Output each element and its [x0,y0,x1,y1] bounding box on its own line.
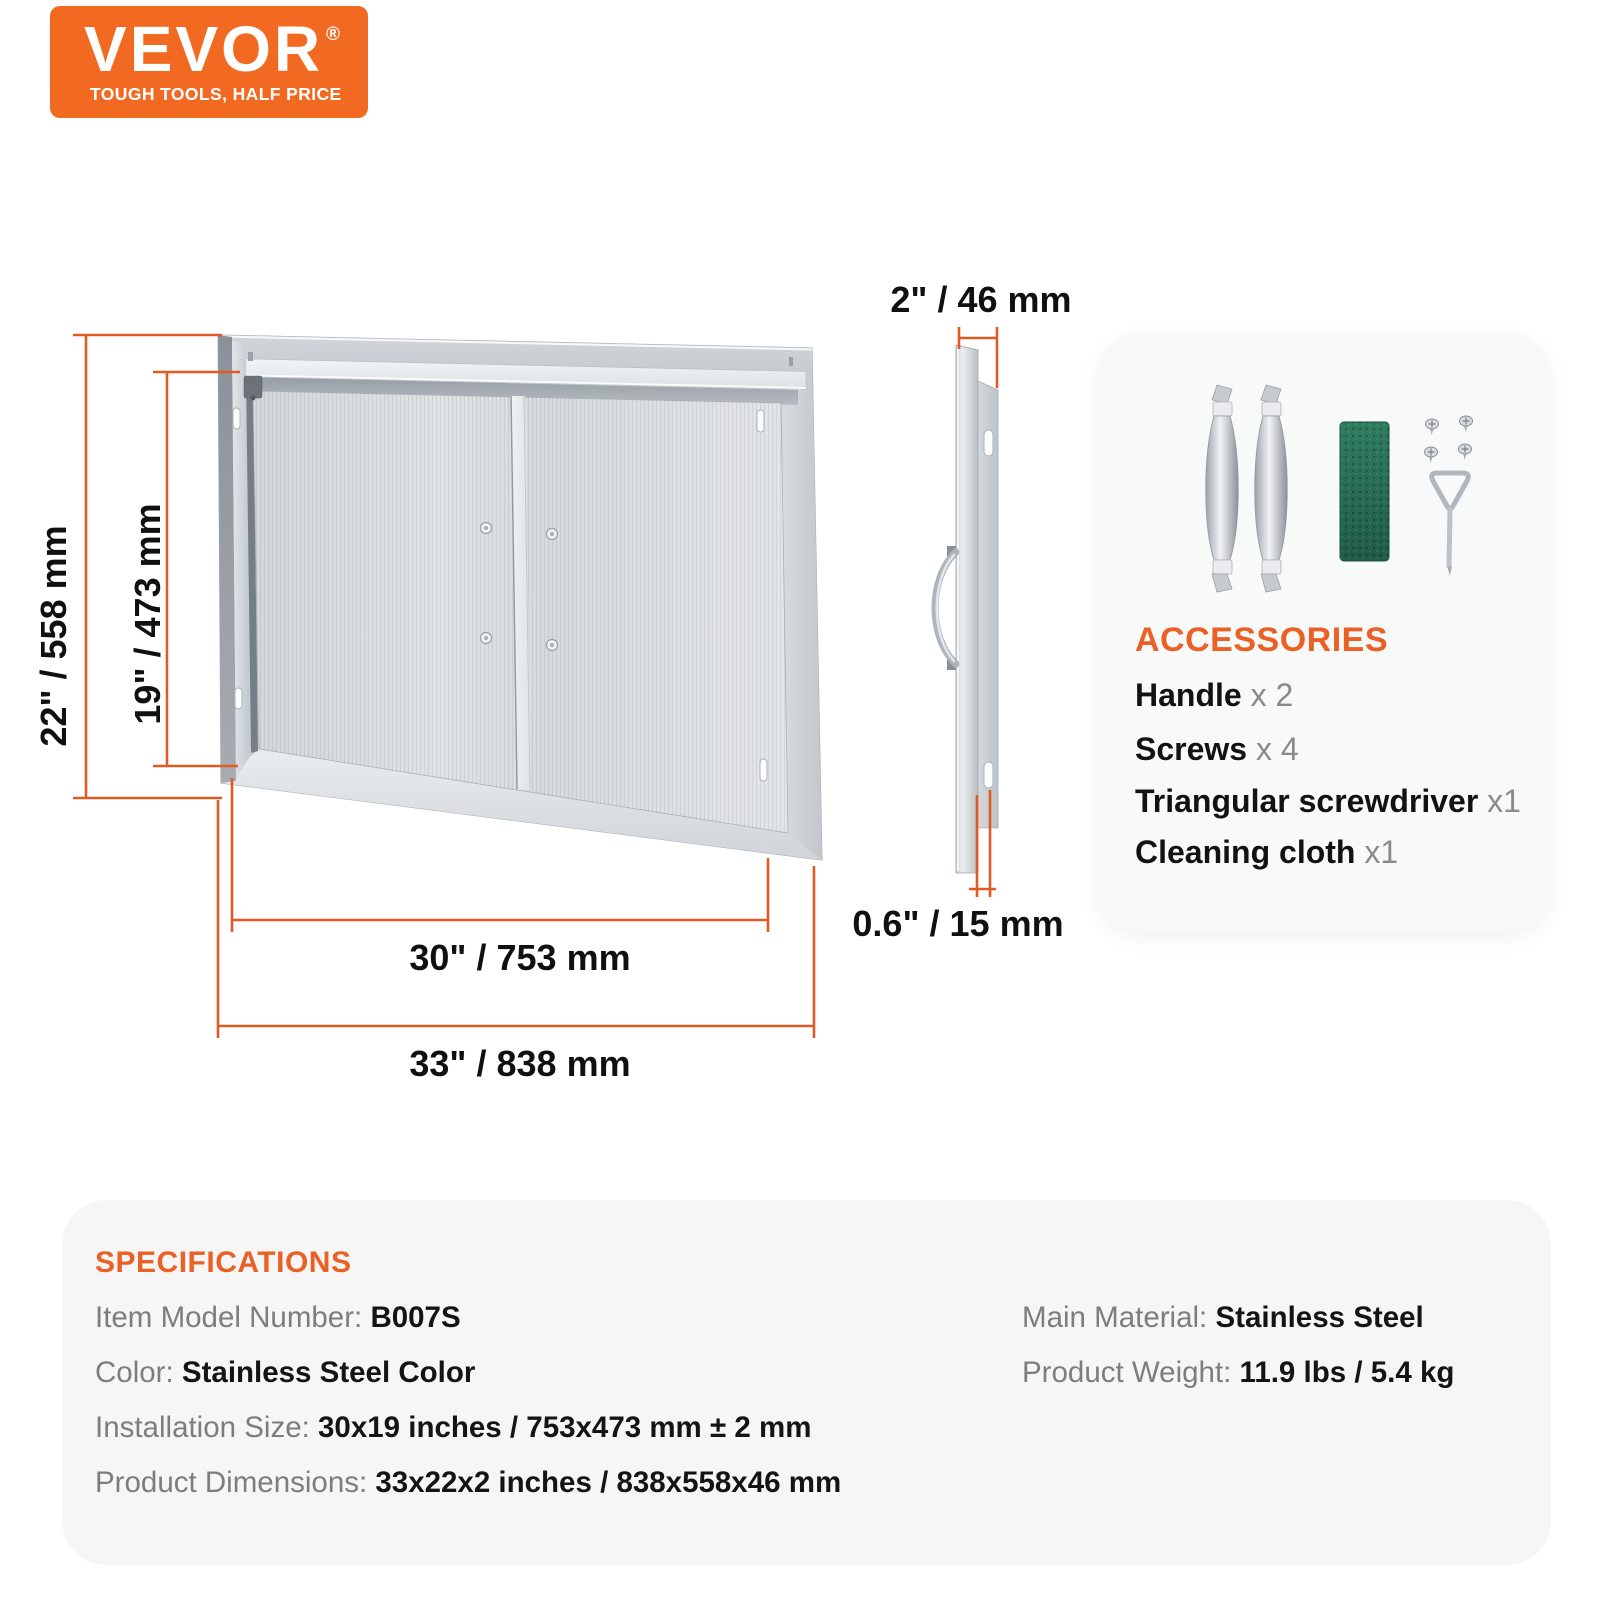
spec-label: Main Material: [1022,1301,1208,1334]
brand-text: VEVOR [84,13,324,85]
spec-row-weight [1022,1355,1454,1391]
spec-value: 30x19 inches / 753x473 mm ± 2 mm [318,1411,812,1444]
inner-width-label: 30" / 753 mm [409,937,631,978]
accessory-item-screws [1135,731,1299,768]
accessories-title: ACCESSORIES [1135,621,1388,659]
outer-width-dimension [218,800,814,1084]
accessory-name: Handle [1135,677,1242,713]
brand-tagline: TOUGH TOOLS, HALF PRICE [90,84,342,104]
side-view-dimensions [852,279,1071,944]
specifications-card [62,1200,1551,1565]
accessory-name: Cleaning cloth [1135,834,1356,870]
spec-row-installation-size [95,1410,811,1446]
accessory-count: x1 [1487,783,1521,819]
flange-offset-dimension [852,790,1063,944]
vevor-logo [50,6,368,118]
outer-width-label: 33" / 838 mm [409,1043,631,1084]
double-door-front-drawing [218,335,822,860]
inner-height-dimension [127,372,240,766]
spec-value: B007S [370,1301,461,1334]
spec-row-color [95,1355,475,1391]
door-side-profile-drawing [935,345,998,873]
accessory-count: x 2 [1250,677,1294,713]
spec-value: Stainless Steel Color [181,1356,476,1389]
flange-offset-label: 0.6" / 15 mm [852,903,1064,944]
accessory-name: Triangular screwdriver [1135,783,1479,819]
depth-label: 2" / 46 mm [890,279,1072,320]
spec-value: 33x22x2 inches / 838x558x46 mm [375,1466,842,1499]
depth-dimension [890,279,1071,388]
spec-value: Stainless Steel [1215,1301,1424,1334]
accessory-item-handle [1135,677,1293,714]
accessory-name: Screws [1135,731,1248,767]
door-center-divider [510,396,531,791]
accessory-count: x1 [1364,834,1399,870]
front-view-dimensions [33,335,814,1084]
spec-value: 11.9 lbs / 5.4 kg [1239,1356,1455,1389]
accessory-count: x 4 [1255,731,1299,767]
inner-width-dimension [232,778,768,978]
spec-label: Installation Size: [95,1411,310,1444]
outer-height-dimension [33,335,222,798]
spec-row-model [95,1300,461,1336]
frame-slots [233,408,767,781]
spec-label: Item Model Number: [95,1301,363,1334]
hinge-icon [244,352,793,401]
accessories-card [1097,331,1551,931]
accessory-item-cloth [1135,834,1398,871]
specifications-title: SPECIFICATIONS [95,1246,352,1279]
spec-row-material [1022,1300,1424,1336]
spec-label: Product Dimensions: [95,1466,368,1499]
door-panel-left [253,391,788,833]
outer-height-label: 22" / 558 mm [33,525,74,747]
inner-height-label: 19" / 473 mm [127,503,168,725]
side-handle-icon [935,546,956,670]
spec-row-product-dimensions [95,1465,841,1501]
accessory-item-screwdriver [1135,783,1521,820]
spec-label: Color: [95,1356,174,1389]
spec-label: Product Weight: [1022,1356,1232,1389]
registered-mark-icon: ® [326,24,340,45]
panel-screws [481,523,558,651]
door-top-rail [230,359,806,390]
